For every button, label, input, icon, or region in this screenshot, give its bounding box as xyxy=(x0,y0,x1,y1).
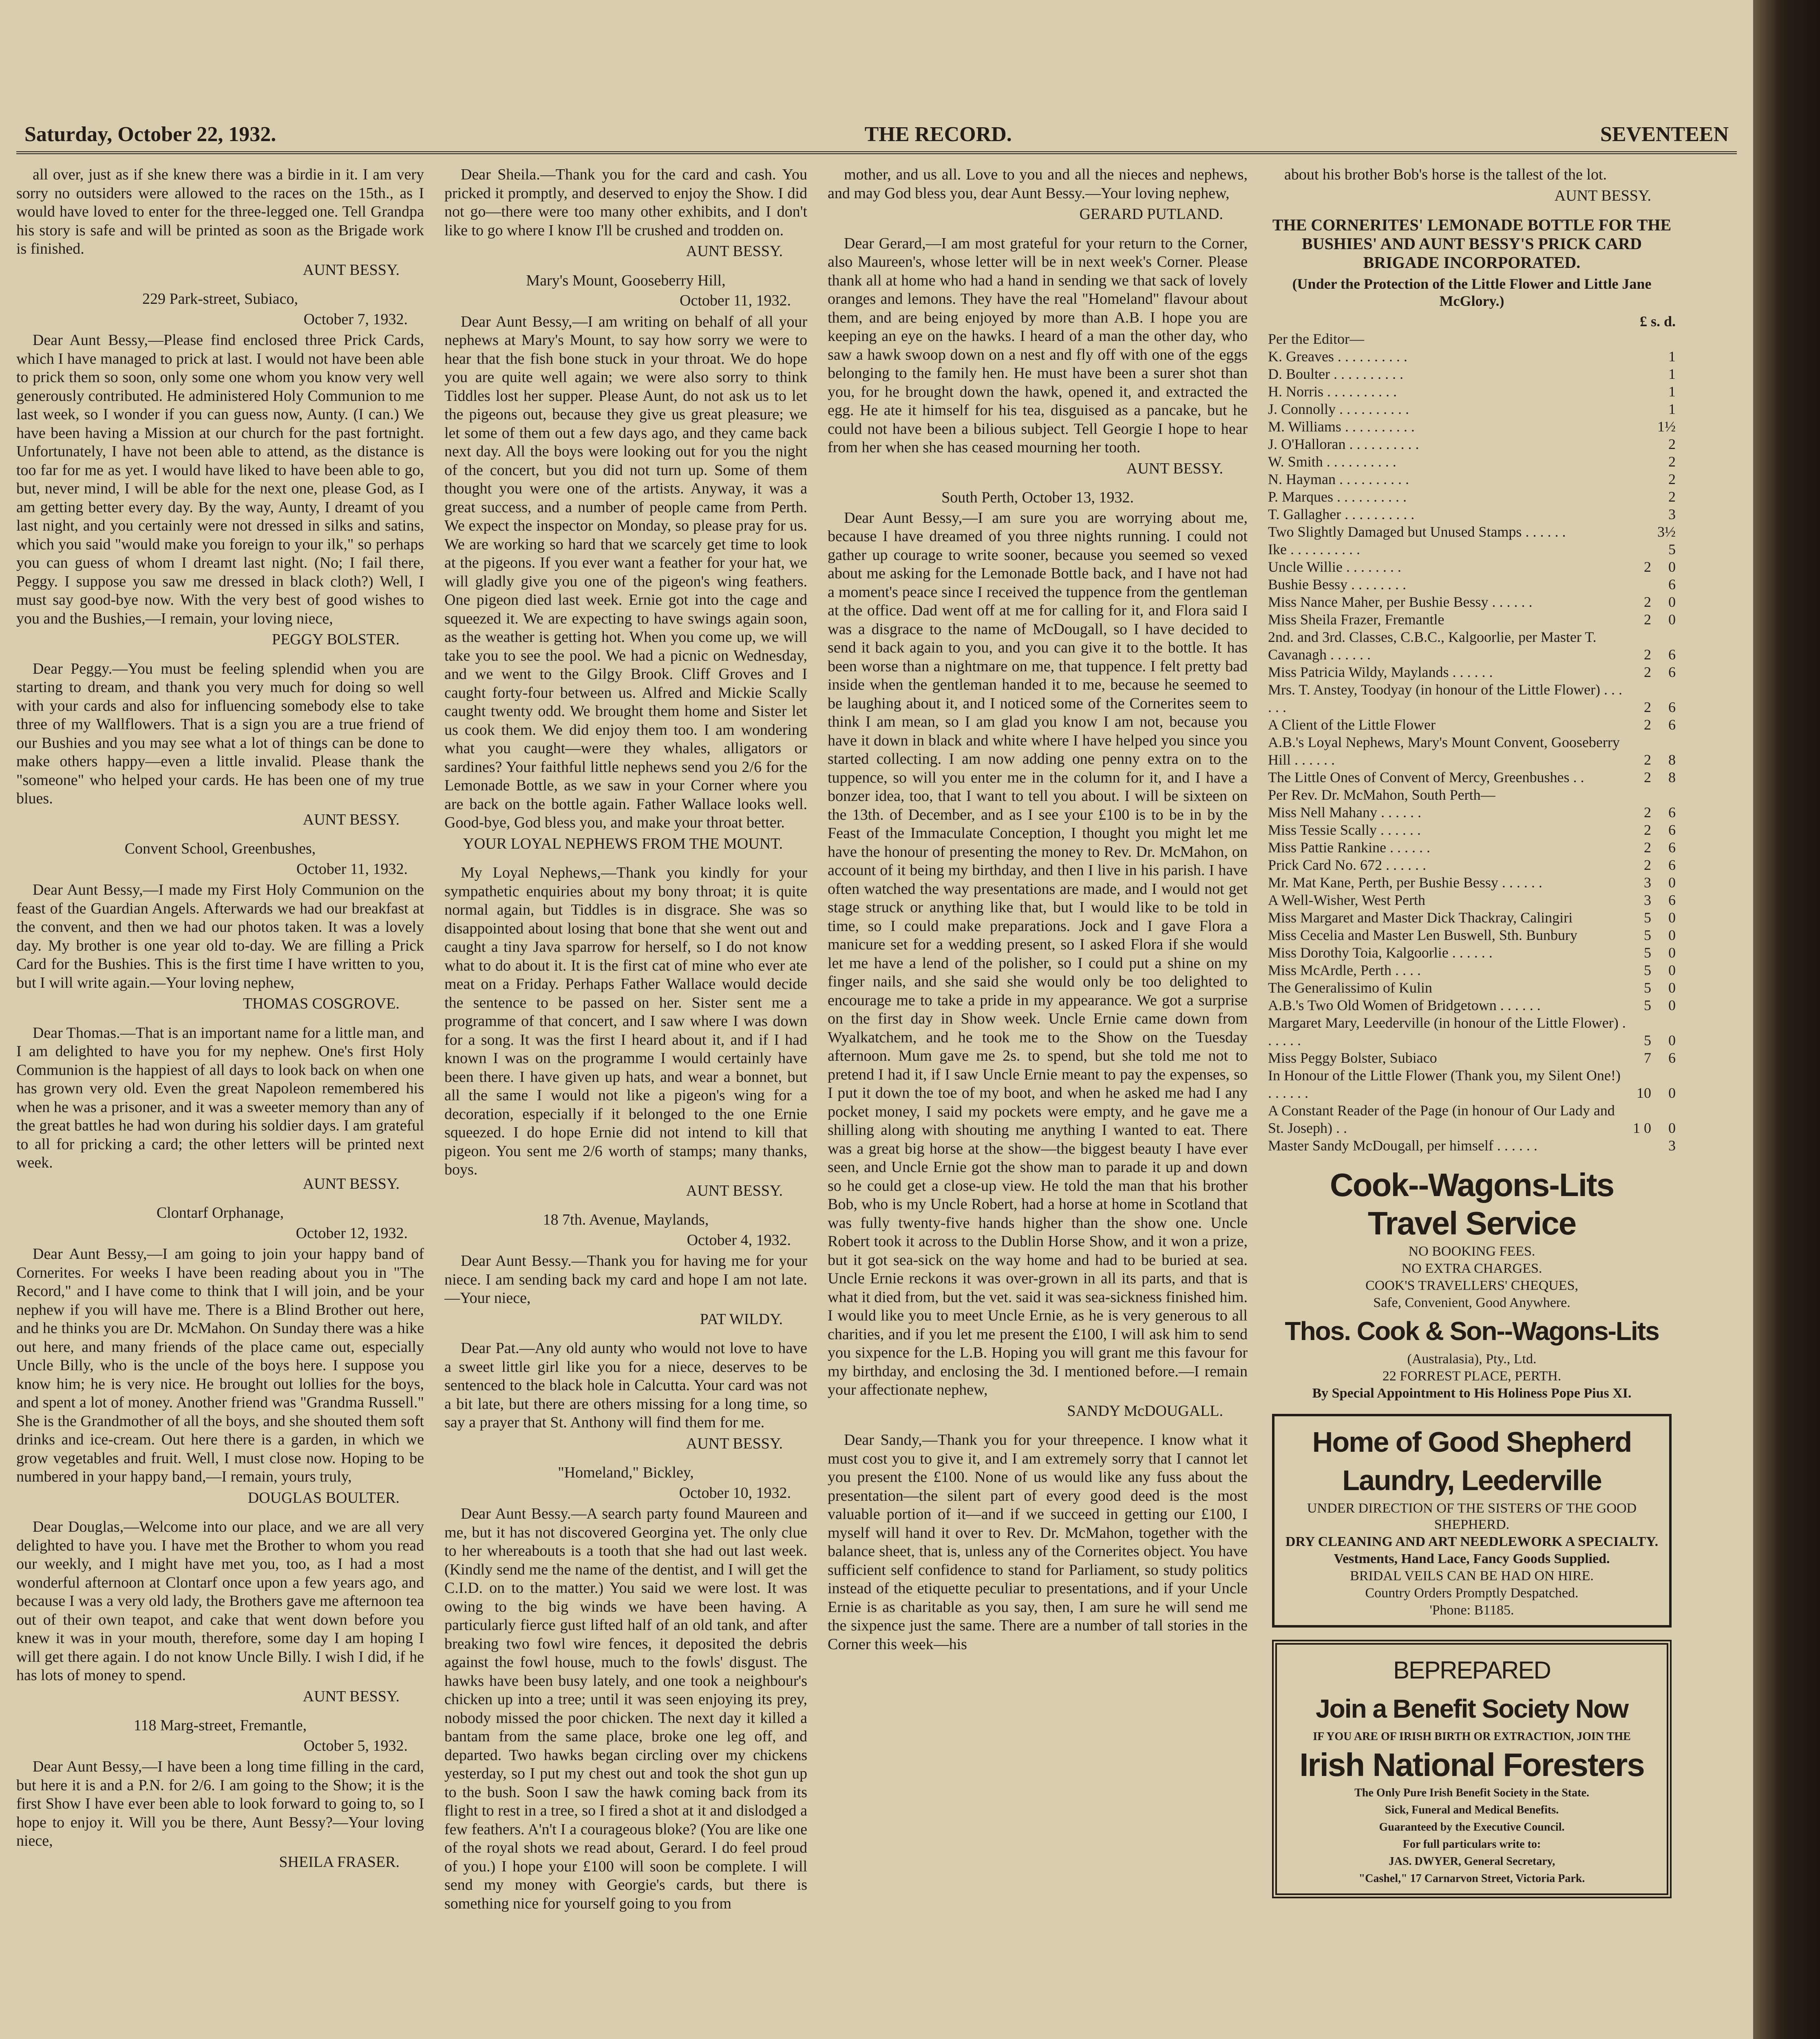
contributor-name: Bushie Bessy . . . . . . . . xyxy=(1268,576,1407,593)
contribution-row xyxy=(1268,418,1676,436)
foresters-address: "Cashel," 17 Carnarvon Street, Victoria Park. xyxy=(1358,1872,1585,1885)
amount-pence: 0 xyxy=(1668,874,1676,891)
contributions-table xyxy=(1268,313,1676,1154)
amount-pence: 6 xyxy=(1668,664,1676,680)
book-binding xyxy=(1753,0,1820,2039)
contributor-name: A Well-Wisher, West Perth xyxy=(1268,892,1425,908)
contribution-row xyxy=(1268,734,1676,769)
laundry-title-2: Laundry, Leederville xyxy=(1342,1464,1601,1496)
contributor-name: Two Slightly Damaged but Unused Stamps . . . . . . xyxy=(1268,524,1566,540)
address-line: Mary's Mount, Gooseberry Hill, xyxy=(526,272,726,289)
contributor-name: H. Norris . . . . . . . . . . xyxy=(1268,383,1397,400)
contributor-name: Prick Card No. 672 . . . . . . xyxy=(1268,857,1426,873)
contributor-name: Miss Pattie Rankine . . . . . . xyxy=(1268,839,1430,856)
amount-shillings xyxy=(1627,576,1651,593)
contributor-name: A.B.'s Loyal Nephews, Mary's Mount Convent, Gooseberry Hill . . . . . . xyxy=(1268,734,1620,768)
amount-pence: 6 xyxy=(1668,646,1676,663)
letter-paragraph: Dear Aunt Bessy,—I am sure you are worrying about me, because I have dreamed of you three nights running. I could not gather up courage to write sooner, because you seemed so vexed about me asking for the Lemonade Bottle back, and I have not had a moment's peace since I received the tuppence from the gentleman at the office. Dad went off at me for calling for it, and Flora said I was a disgrace to the name of McDougall, so I have decided to send it back again to you, and you can give it to the bottle. It has been worse than a nightmare on me, that tuppence. I felt pretty bad inside when the gentleman handed it to me, because he seemed to be laughing about it, and I noticed some of the Cornerites seem to think I am mean, so I am glad you know I am not, because you have it down in black and white where I have helped you since you started collecting. I am now adding one penny extra on to the tuppence, so will you enter me in the column for it, and I have a bonzer idea, too, that I want to tell you about. I will be sixteen on the 13th. of December, and as I see your £100 is to be in by the Feast of the Immaculate Conception, I thought you might let me have the honour of presenting the money to Rev. Dr. McMahon, on account of it being my birthday, and then I live in his parish. I have often watched the way presentations are made, and I would not get stage struck or anything like that, but I would like to be told in time, so I could make preparations. Jock and I gave Flora a manicure set for a wedding present, so I asked Flora if she would let me have a lend of the polisher, so I could put a shine on my finger nails, and she said she would only be too delighted to encourage me to take a pride in my appearance. We got a surprise on the first day in Show week. Uncle Ernie came down from Wyalkatchem, and he took me to the Show on the Tuesday afternoon. Mum gave me 2s. to spend, but she told me not to pretend I had it, if I saw Uncle Ernie meant to pay the expenses, so I put it down the toe of my boot, and when he asked me had I any pocket money, I said my pockets were empty, and he gave me a shilling along with shouting me anything I wanted to eat. There was a great big horse at the show—the biggest beauty I have ever seen, and Uncle Ernie got the show man to parade it up and down so he could get a close-up view. He told the man that his brother Bob, who is my Uncle Robert, had a horse at home in Scotland that was fully twenty-five hands higher than the show one. Uncle Robert took it across to the Dublin Horse Show, and it won a prize, but it got sea-sick on the way home and had to be buried at sea. Uncle Ernie reckons it was over-grown in all its parts, and that is what it died from, but the vet. said it was sea-sickness finished him. I would like you to meet Uncle Ernie, as he is very generous to all charities, and if you let me present the £100, I will ask him to send you sixpence for the L.B. Hoping you will grant me this favour for my birthday, and enclosing the 3d. I mentioned before.—I remain your affectionate nephew, xyxy=(828,509,1248,1398)
amount-pence: 0 xyxy=(1668,1085,1676,1101)
amount-shillings xyxy=(1627,383,1651,400)
contributor-name: N. Hayman . . . . . . . . . . xyxy=(1268,471,1409,487)
amount-pence: 1 xyxy=(1668,348,1676,365)
amount-pence: 2 xyxy=(1668,489,1676,505)
amount-shillings: 5 xyxy=(1644,962,1651,978)
cook-advertisement xyxy=(1268,1167,1676,1402)
contribution-row xyxy=(1268,997,1676,1014)
laundry-title-1: Home of Good Shepherd xyxy=(1312,1426,1632,1458)
amount-shillings xyxy=(1627,400,1651,418)
amount-pence: 6 xyxy=(1668,892,1676,908)
date-line: October 7, 1932. xyxy=(303,310,408,328)
contributor-name: A.B.'s Two Old Women of Bridgetown . . . . . . xyxy=(1268,997,1541,1013)
contributor-name: The Little Ones of Convent of Mercy, Greenbushes . . xyxy=(1268,769,1584,785)
contribution-row xyxy=(1268,927,1676,944)
amount-shillings xyxy=(1627,330,1651,348)
contribution-row xyxy=(1268,576,1676,593)
amount-shillings: 2 xyxy=(1644,717,1651,733)
contribution-row xyxy=(1268,1137,1676,1154)
laundry-items: Vestments, Hand Lace, Fancy Goods Supplied. xyxy=(1334,1551,1610,1566)
foresters-sub-1: The Only Pure Irish Benefit Society in the State. xyxy=(1354,1787,1589,1799)
amount-pence: 6 xyxy=(1668,822,1676,838)
contributor-name: Per Rev. Dr. McMahon, South Perth— xyxy=(1268,787,1495,803)
amount-shillings: 2 xyxy=(1644,839,1651,856)
signature: AUNT BESSY. xyxy=(303,1687,400,1705)
contributor-name: Miss Cecelia and Master Len Buswell, Sth. Bunbury xyxy=(1268,927,1577,943)
signature: AUNT BESSY. xyxy=(303,261,400,279)
amount-shillings: 5 xyxy=(1644,927,1651,943)
contributor-name: Miss Patricia Wildy, Maylands . . . . . . xyxy=(1268,664,1493,680)
contribution-row xyxy=(1268,716,1676,734)
amount-pence xyxy=(1651,786,1676,804)
amount-pence: 2 xyxy=(1668,436,1676,452)
amount-pence: 1 xyxy=(1668,366,1676,382)
amount-shillings xyxy=(1627,365,1651,383)
letter-paragraph: Dear Aunt Bessy,—I am writing on behalf of all your nephews at Mary's Mount, to say how sorry we were to hear that the fish bone stuck in your throat. We do hope you are quite well again; we were also sorry to think Tiddles lost her supper. Please Aunt, do not ask us to let the pigeons out, because they give us great pleasure; we let some of them out a few days ago, and they came back next day. All the boys were looking out for you the night of the concert, but you did not turn up. Some of them thought you were one of the artists. Anyway, it was a great success, and a number of people came from Perth. We expect the inspector on Monday, so please pray for us. We are working so hard that we scarcely get time to look at the pigeons. If you ever want a feather for your hat, we will gladly give you one of the pigeon's wing feathers. One pigeon died last week. Ernie got into the cage and squeezed it. We are expecting to have swings again soon, as the weather is getting hot. When you come up, we will take you to see the pool. We had a picnic on Wednesday, and we went to the Gilgy Brook. Cliff Groves and I caught forty-four between us. Alfred and Mickie Scally caught twenty odd. We brought them home and Sister let us cook them. We did enjoy them too. I am wondering what you caught—were they whales, alligators or sardines? Your faithful little nephews send you 2/6 for the Lemonade Bottle, as we saw in your Corner where you are back on the bottle again. Father Wallace looks well. Good-bye, God bless you, and make your throat better. xyxy=(444,313,807,831)
amount-pence: 6 xyxy=(1668,576,1676,593)
letter-paragraph: Dear Pat.—Any old aunty who would not love to have a sweet little girl like you for a niece, deserves to be sentenced to the black hole in Calcutta. Your card was not a bit late, but there are others missing for a long time, so say a prayer that St. Anthony will find them for me. xyxy=(444,1340,807,1431)
contribution-row xyxy=(1268,471,1676,488)
amount-pence: 8 xyxy=(1668,769,1676,785)
amount-pence xyxy=(1651,330,1676,348)
contribution-row xyxy=(1268,628,1676,663)
amount-shillings: 2 xyxy=(1644,804,1651,820)
contribution-row xyxy=(1268,611,1676,628)
amount-pence: 1 xyxy=(1668,401,1676,417)
contribution-row xyxy=(1268,541,1676,558)
contribution-row xyxy=(1268,1102,1676,1137)
amount-pence: 3 xyxy=(1668,506,1676,522)
amount-shillings: 2 xyxy=(1644,822,1651,838)
date-line: October 10, 1932. xyxy=(679,1484,791,1502)
address-line: "Homeland," Bickley, xyxy=(558,1464,694,1481)
amount-pence: 6 xyxy=(1668,717,1676,733)
page-number: SEVENTEEN xyxy=(1600,123,1729,146)
amount-pence: 3½ xyxy=(1657,524,1676,540)
amount-pence: 6 xyxy=(1668,857,1676,873)
signature: AUNT BESSY. xyxy=(1126,460,1223,477)
letter-paragraph: Dear Aunt Bessy,—Please find enclosed three Prick Cards, which I have managed to prick at last. I would not have been able to prick them so soon, only some one whom you know very well generously contributed. He administered Holy Communion to me last week, so I wonder if you can guess now, Aunty. (I can.) We have been having a Mission at our church for the past fortnight. Unfortunately, I have not been able to attend, as the distance is too far for me as yet. I would have liked to have been able to go, but, never mind, I will be able for the next one, please God, as I am getting better every day. By the way, Aunty, I dreamt of you last night, and you certainly were not dressed in silks and satins, which you said "would make you foreign to your ilk," so perhaps you can guess of whom I dreamt last night. (No; I fail there, Peggy. I suppose you saw me dressed in black cloth?) Well, I must say good-bye now. With the very best of good wishes to you and the Bushies,—I remain, your loving niece, xyxy=(16,332,424,627)
amount-shillings: 2 xyxy=(1644,611,1651,628)
amount-shillings: 5 xyxy=(1644,944,1651,961)
contribution-row xyxy=(1268,365,1676,383)
amount-pence: 2 xyxy=(1668,453,1676,470)
amount-pence: 0 xyxy=(1668,1032,1676,1048)
contributor-name: 2nd. and 3rd. Classes, C.B.C., Kalgoorlie, per Master T. Cavanagh . . . . . . xyxy=(1268,629,1597,663)
amount-shillings xyxy=(1627,453,1651,471)
contribution-row xyxy=(1268,663,1676,681)
amount-shillings: 3 xyxy=(1644,892,1651,908)
amount-pence: 0 xyxy=(1668,559,1676,575)
amount-pence: 8 xyxy=(1668,752,1676,768)
cook-address: 22 FORREST PLACE, PERTH. xyxy=(1382,1369,1562,1384)
contribution-row xyxy=(1268,593,1676,611)
contribution-row xyxy=(1268,1049,1676,1067)
letter-paragraph: Dear Peggy.—You must be feeling splendid when you are starting to dream, and thank you very much for doing so well with your cards and also for influencing somebody else to take three of my Wallflowers. That is a sign you are a true friend of our Bushies and you may see what a lot of things can be done to make others happy—even a little invalid. Please thank the "someone" who helped your cards. He has been one of my true blues. xyxy=(16,660,424,807)
contribution-row xyxy=(1268,330,1676,348)
amount-pence: 0 xyxy=(1668,997,1676,1013)
contribution-row xyxy=(1268,909,1676,927)
contributor-name: K. Greaves . . . . . . . . . . xyxy=(1268,348,1407,365)
cook-title-1: Cook--Wagons-Lits xyxy=(1330,1167,1614,1203)
contribution-row xyxy=(1268,769,1676,786)
contribution-row xyxy=(1268,891,1676,909)
amount-pence: 0 xyxy=(1668,962,1676,978)
contributor-name: Per the Editor— xyxy=(1268,331,1364,347)
laundry-veils: BRIDAL VEILS CAN BE HAD ON HIRE. xyxy=(1350,1568,1594,1583)
newspaper-title: THE RECORD. xyxy=(864,123,1012,146)
column-4 xyxy=(1268,166,1676,2039)
amount-pence: 6 xyxy=(1668,699,1676,715)
address-line: 229 Park-street, Subiaco, xyxy=(142,290,298,307)
contributor-name: D. Boulter . . . . . . . . . . xyxy=(1268,366,1403,382)
cook-line-2: NO EXTRA CHARGES. xyxy=(1401,1261,1542,1276)
contribution-row xyxy=(1268,786,1676,804)
contribution-row xyxy=(1268,681,1676,716)
amount-shillings xyxy=(1627,1137,1651,1154)
signature: GERARD PUTLAND. xyxy=(1079,206,1223,223)
letter-paragraph: Dear Aunt Bessy.—Thank you for having me for your niece. I am sending back my card and hope I am not late.—Your niece, xyxy=(444,1252,807,1307)
letter-paragraph: Dear Sheila.—Thank you for the card and cash. You pricked it promptly, and deserved to enjoy the Show. I did not go—there were too many other exhibits, and I don't like to go where I know I'll be crushed and trodden on. xyxy=(444,166,807,239)
amount-shillings: 5 xyxy=(1644,980,1651,996)
letter-paragraph: Dear Sandy,—Thank you for your threepence. I know what it must cost you to give it, and I am extremely sorry that I cannot let you present the £100. None of us would like any fuss about the presentation—the silent part of every good deed is the most valuable portion of it—and if we succeed in getting our £100, I myself will hand it over to Rev. Dr. McMahon, together with the balance sheet, that is, unless any of the Cornerites object. You have sufficient self confidence to stand for Parliament, so study politics instead of the etiquette peculiar to presentations, and if your Uncle Ernie is as charitable as you say, then, I am sure he will send me the sixpence just the same. There are a number of tall stories in the Corner this week—his xyxy=(828,1431,1248,1653)
cook-firm-sub: (Australasia), Pty., Ltd. xyxy=(1407,1351,1537,1367)
table-header-row xyxy=(1268,313,1676,330)
amount-shillings: 3 xyxy=(1644,874,1651,891)
contributor-name: The Generalissimo of Kulin xyxy=(1268,980,1432,996)
cook-line-3: COOK'S TRAVELLERS' CHEQUES, xyxy=(1365,1278,1578,1293)
foresters-sub-4: For full particulars write to: xyxy=(1403,1838,1541,1851)
amount-shillings xyxy=(1627,506,1651,523)
amount-shillings xyxy=(1627,523,1651,541)
letter-paragraph: Dear Aunt Bessy.—A search party found Maureen and me, but it has not discovered Georgina yet. The only clue to her whereabouts is a tooth that she had out last week. (Kindly send me the name of the dentist, and I will get the C.I.D. on to the matter.) You said we were lost. It was owing to the big winds we have been having. A particularly fierce gust lifted half of an old tank, and after breaking two fowl wire fences, it deposited the debris against the fowl house, much to the fowls' disgust. The hawks have been busy lately, and one took a neighbour's chicken up into a tree; until it was seen enjoying its prey, nobody missed the poor chicken. The next day it killed a bantam from the same place, broke one leg off, and departed. Two hawks began circling over my chickens yesterday, so I put my chest out and took the shot gun up to the bush. Soon I saw the hawk coming back from its flight to rest in a tree, so I fired a shot at it and dislodged a few feathers. A'n't I a courageous bloke? (You are like one of the royal shots we read about, Gerard. I do feel proud of you.) I hope your £100 will soon be complete. I will send my money with Georgie's cards, but there is something nice for yourself going to you from xyxy=(444,1505,807,1912)
amount-shillings xyxy=(1627,348,1651,365)
letter-paragraph: Dear Aunt Bessy,—I have been a long time filling in the card, but here it is and a P.N. for 2/6. I am going to the Show; it is the first Show I have ever been able to look forward to going to, so I hope to enjoy it. Will you be there, Aunt Bessy?—Your loving niece, xyxy=(16,1758,424,1849)
contribution-row xyxy=(1268,453,1676,471)
signature: AUNT BESSY. xyxy=(303,1175,400,1192)
contribution-row xyxy=(1268,979,1676,997)
contributor-name: Master Sandy McDougall, per himself . . . . . . xyxy=(1268,1137,1537,1154)
issue-date: Saturday, October 22, 1932. xyxy=(24,123,276,146)
cook-title-2: Travel Service xyxy=(1367,1205,1576,1241)
amount-pence: 1 xyxy=(1668,383,1676,400)
address-line: 118 Marg-street, Fremantle, xyxy=(133,1717,307,1734)
letter-paragraph: My Loyal Nephews,—Thank you kindly for your sympathetic enquiries about my bony throat; it is quite normal again, but Tiddles is in disgrace. She was so disappointed about losing that bone that she went out and caught a tiny Java sparrow for herself, so I do not know what to do about it. It is the first cat of mine who ever ate meat on a Friday. Perhaps Father Wallace would decide the sentence to be passed on her. Sister sent me a programme of that concert, and I saw where I was down for a song. It was the first I heard about it, and if I had known I was on the programme I would certainly have been there. I have given up hats, and wear a bonnet, but all the same I would not like a pigeon's wing for a decoration, especially if it belonged to the one Ernie squeezed. I do hope Ernie did not intend to kill that pigeon. You sent me 2/6 worth of stamps; many thanks, boys. xyxy=(444,864,807,1178)
contribution-row xyxy=(1268,436,1676,453)
amount-shillings: 2 xyxy=(1644,646,1651,663)
laundry-advertisement xyxy=(1272,1414,1672,1628)
header-label xyxy=(1268,313,1627,330)
amount-pence: 6 xyxy=(1668,839,1676,856)
signature: YOUR LOYAL NEPHEWS FROM THE MOUNT. xyxy=(463,835,783,852)
contributor-name: A Client of the Little Flower xyxy=(1268,717,1436,733)
amount-shillings: 2 xyxy=(1644,769,1651,785)
foresters-line-2: Join a Benefit Society Now xyxy=(1316,1694,1628,1723)
letter-paragraph: mother, and us all. Love to you and all the nieces and nephews, and may God bless you, dear Aunt Bessy.—Your loving nephew, xyxy=(828,166,1248,202)
contributor-name: W. Smith . . . . . . . . . . xyxy=(1268,453,1396,470)
letter-paragraph: Dear Douglas,—Welcome into our place, and we are all very delighted to have you. I have met the Brother to whom you read our weekly, and I might have met you, too, as I had a most wonderful afternoon at Clontarf once upon a few years ago, and because I was a very old lady, the Brothers gave me afternoon tea out of their own teapot, and cake that went down before you knew it was in your mouth, therefore, some day I am hoping I will get there again. I do not know Uncle Billy. I wish I did, if he has lots of money to spend. xyxy=(16,1518,424,1684)
masthead xyxy=(16,122,1737,154)
contribution-row xyxy=(1268,523,1676,541)
contribution-row xyxy=(1268,839,1676,856)
contribution-row xyxy=(1268,856,1676,874)
cook-firm: Thos. Cook & Son--Wagons-Lits xyxy=(1285,1316,1659,1346)
contributor-name: P. Marques . . . . . . . . . . xyxy=(1268,489,1407,505)
contribution-row xyxy=(1268,944,1676,962)
cook-appointment: By Special Appointment to His Holiness Pope Pius XI. xyxy=(1312,1386,1632,1401)
contribution-row xyxy=(1268,874,1676,891)
amount-shillings: 2 xyxy=(1644,752,1651,768)
amount-shillings: 5 xyxy=(1644,909,1651,926)
amount-shillings xyxy=(1627,418,1651,436)
address-line: Convent School, Greenbushes, xyxy=(124,840,316,857)
signature: PEGGY BOLSTER. xyxy=(272,631,400,648)
amount-shillings: 7 xyxy=(1644,1050,1651,1066)
signature: AUNT BESSY. xyxy=(303,811,400,828)
amount-pence: 6 xyxy=(1668,1050,1676,1066)
letter-paragraph: Dear Aunt Bessy,—I am going to join your happy band of Cornerites. For weeks I have been reading about you in "The Record," and I have come to think that I will join, and be your nephew if you will have me. There is a Blind Brother out here, and he thinks you are Dr. McMahon. On Sunday there was a hike out here, and many friends of the place came out, especially Uncle Billy, who is the uncle of the boys here. I suppose you know him; he is very nice. He brought out lollies for the boys, and spent a lot of money. Another friend was "Grandma Russell." She is the Grandmother of all the boys, and she shouted them soft drinks and ice-cream. Out here there is a garden, in which we grow vegetables and fruit. Well, I must close now. Hoping to be numbered in your happy band,—I remain, yours truly, xyxy=(16,1245,424,1485)
contribution-row xyxy=(1268,506,1676,523)
amount-pence: 0 xyxy=(1668,927,1676,943)
signature: DOUGLAS BOULTER. xyxy=(247,1489,400,1506)
amount-pence: 0 xyxy=(1668,611,1676,628)
letter-paragraph: Dear Thomas.—That is an important name for a little man, and I am delighted to have you for my nephew. One's first Holy Communion is the happiest of all days to look back on when one has grown very old. Even the great Napoleon remembered his when he was a prisoner, and it was a sweeter memory than any of the great battles he had won during his soldier days. I am grateful to all for pricking a card; the other letters will be printed next week. xyxy=(16,1024,424,1171)
contributor-name: T. Gallagher . . . . . . . . . . xyxy=(1268,506,1415,522)
contribution-row xyxy=(1268,383,1676,400)
column-2 xyxy=(444,166,807,2039)
signature: THOMAS COSGROVE. xyxy=(243,995,400,1012)
signature: AUNT BESSY. xyxy=(1554,187,1651,204)
contribution-row xyxy=(1268,1067,1676,1102)
signature: PAT WILDY. xyxy=(700,1310,783,1328)
signature: SHEILA FRASER. xyxy=(279,1853,400,1871)
amount-pence: 0 xyxy=(1668,1120,1676,1136)
contributor-name: M. Williams . . . . . . . . . . xyxy=(1268,418,1415,435)
contributor-name: Uncle Willie . . . . . . . . xyxy=(1268,559,1401,575)
signature: SANDY McDOUGALL. xyxy=(1067,1402,1223,1420)
amount-pence: 0 xyxy=(1668,594,1676,610)
foresters-sub-2: Sick, Funeral and Medical Benefits. xyxy=(1385,1804,1559,1816)
amount-shillings: 2 xyxy=(1644,699,1651,715)
contribution-row xyxy=(1268,1014,1676,1049)
foresters-sub-3: Guaranteed by the Executive Council. xyxy=(1379,1821,1565,1833)
contribution-row xyxy=(1268,488,1676,506)
contributor-name: Miss Dorothy Toia, Kalgoorlie . . . . . . xyxy=(1268,944,1493,961)
letter-paragraph: all over, just as if she knew there was a birdie in it. I am very sorry no outsiders were allowed to the races on the 15th., as I would have loved to enter for the three-legged one. Tell Grandpa his story is safe and will be printed as soon as the Brigade work is finished. xyxy=(16,166,424,257)
amount-shillings: 1 0 xyxy=(1633,1120,1651,1136)
contributor-name: Miss Margaret and Master Dick Thackray, Calingiri xyxy=(1268,909,1573,926)
amount-shillings: 5 xyxy=(1644,1032,1651,1048)
letter-paragraph: about his brother Bob's horse is the tallest of the lot. xyxy=(1284,166,1607,183)
amount-shillings xyxy=(1627,488,1651,506)
contributor-name: Miss Peggy Bolster, Subiaco xyxy=(1268,1050,1437,1066)
amount-shillings xyxy=(1627,786,1651,804)
column-3 xyxy=(828,166,1248,2039)
date-line: October 11, 1932. xyxy=(296,860,408,878)
amount-shillings xyxy=(1627,541,1651,558)
signature: AUNT BESSY. xyxy=(686,1435,783,1452)
contribution-row xyxy=(1268,804,1676,821)
contributor-name: Miss McArdle, Perth . . . . xyxy=(1268,962,1421,978)
foresters-advertisement xyxy=(1272,1640,1672,1898)
contributor-name: A Constant Reader of the Page (in honour of Our Lady and St. Joseph) . . xyxy=(1268,1102,1615,1136)
cook-line-1: NO BOOKING FEES. xyxy=(1408,1244,1535,1259)
contributor-name: Mr. Mat Kane, Perth, per Bushie Bessy . . . . . . xyxy=(1268,874,1542,891)
amount-shillings xyxy=(1627,436,1651,453)
signature: AUNT BESSY. xyxy=(686,243,783,260)
letter-paragraph: Dear Gerard,—I am most grateful for your return to the Corner, also Maureen's, whose letter will be in next week's Corner. Please thank all at home who had a hand in sending we that sack of lovely oranges and lemons. They have the real "Homeland" flavour about them, and are being enjoyed by more than A.B. I hope you are keeping an eye on the hawks. I heard of a man the other day, who saw a hawk swoop down on a nest and fly off with one of the eggs belonging to the family hen. He must have been a surer shot than you, for he brought down the hawk, opened it, and extracted the egg. He ate it himself for his tea, disguised as a pancake, but he could not have been a bilious subject. Tell Georgie I hope to hear from her when she has ceased mourning her tooth. xyxy=(828,234,1248,456)
foresters-line-1: BEPREPARED xyxy=(1393,1656,1551,1684)
amount-shillings xyxy=(1627,471,1651,488)
column-1 xyxy=(16,166,424,2039)
foresters-line-3: IF YOU ARE OF IRISH BIRTH OR EXTRACTION, JOIN THE xyxy=(1313,1730,1631,1743)
laundry-direction: UNDER DIRECTION OF THE SISTERS OF THE GOOD SHEPHERD. xyxy=(1307,1501,1637,1532)
contributor-name: J. O'Halloran . . . . . . . . . . xyxy=(1268,436,1419,452)
amount-shillings: 2 xyxy=(1644,559,1651,575)
contributor-name: Miss Sheila Frazer, Fremantle xyxy=(1268,611,1445,628)
laundry-orders: Country Orders Promptly Despatched. xyxy=(1365,1586,1579,1601)
amount-pence: 6 xyxy=(1668,804,1676,820)
amount-pence: 3 xyxy=(1668,1137,1676,1154)
letter-paragraph: Dear Aunt Bessy,—I made my First Holy Communion on the feast of the Guardian Angels. Afterwards we had our breakfast at the convent, and then we had our photos taken. It was a lovely day. My brother is one year old to-day. We are filling a Prick Card for the Bushies. This is the first time I have written to you, but I will write again.—Your loving nephew, xyxy=(16,881,424,991)
contributor-name: Miss Tessie Scally . . . . . . xyxy=(1268,822,1421,838)
amount-pence: 2 xyxy=(1668,471,1676,487)
amount-pence: 0 xyxy=(1668,944,1676,961)
contributor-name: Miss Nance Maher, per Bushie Bessy . . . . . . xyxy=(1268,594,1533,610)
contributor-name: Margaret Mary, Leederville (in honour of the Little Flower) . . . . . . xyxy=(1268,1015,1626,1048)
amount-shillings: 2 xyxy=(1644,594,1651,610)
amount-pence: 1½ xyxy=(1657,418,1676,435)
date-line: October 11, 1932. xyxy=(680,292,791,309)
amount-pence: 0 xyxy=(1668,980,1676,996)
column-4-lead xyxy=(1268,166,1676,205)
laundry-specialty: DRY CLEANING AND ART NEEDLEWORK A SPECIALTY. xyxy=(1285,1534,1659,1549)
address-line: 18 7th. Avenue, Maylands, xyxy=(543,1211,709,1228)
contribution-row xyxy=(1268,558,1676,576)
header-currency: £ s. d. xyxy=(1639,313,1676,330)
columns xyxy=(16,166,1737,2039)
date-line: October 5, 1932. xyxy=(303,1737,408,1754)
foresters-contact: JAS. DWYER, General Secretary, xyxy=(1388,1855,1555,1868)
contribution-row xyxy=(1268,962,1676,979)
date-line: October 12, 1932. xyxy=(296,1224,408,1242)
contribution-row xyxy=(1268,821,1676,839)
contributor-name: Ike . . . . . . . . . . xyxy=(1268,541,1360,557)
amount-pence: 5 xyxy=(1668,541,1676,557)
amount-shillings: 10 xyxy=(1637,1085,1651,1101)
signature: AUNT BESSY. xyxy=(686,1182,783,1199)
amount-shillings: 2 xyxy=(1644,857,1651,873)
contributor-name: In Honour of the Little Flower (Thank you, my Silent One!) . . . . . . xyxy=(1268,1067,1621,1101)
date-line: October 4, 1932. xyxy=(687,1231,791,1249)
contributor-name: Miss Nell Mahany . . . . . . xyxy=(1268,804,1421,820)
amount-pence: 0 xyxy=(1668,909,1676,926)
contribution-row xyxy=(1268,348,1676,365)
fund-subtitle: (Under the Protection of the Little Flower and Little Jane McGlory.) xyxy=(1292,276,1652,309)
contribution-row xyxy=(1268,400,1676,418)
laundry-phone: 'Phone: B1185. xyxy=(1429,1603,1514,1618)
amount-shillings: 5 xyxy=(1644,997,1651,1013)
amount-shillings: 2 xyxy=(1644,664,1651,680)
fund-title: THE CORNERITES' LEMONADE BOTTLE FOR THE BUSHIES' AND AUNT BESSY'S PRICK CARD BRIGADE INCORPORATED. xyxy=(1272,216,1672,272)
contributor-name: J. Connolly . . . . . . . . . . xyxy=(1268,401,1409,417)
contributor-name: Mrs. T. Anstey, Toodyay (in honour of the Little Flower) . . . . . . xyxy=(1268,681,1623,715)
cook-line-4: Safe, Convenient, Good Anywhere. xyxy=(1373,1295,1570,1310)
address-line: South Perth, October 13, 1932. xyxy=(941,489,1134,506)
address-line: Clontarf Orphanage, xyxy=(156,1204,284,1221)
foresters-title: Irish National Foresters xyxy=(1299,1747,1644,1783)
